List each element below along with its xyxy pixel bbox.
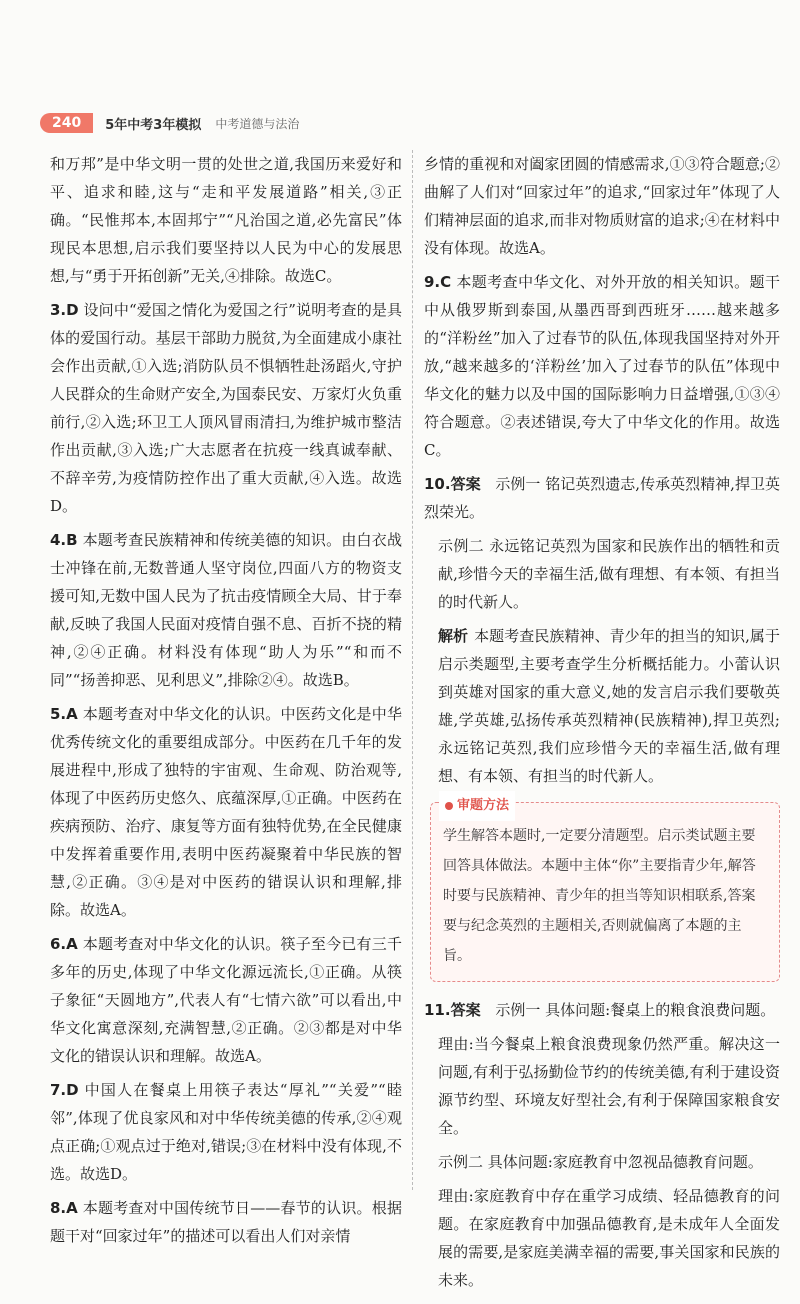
analysis-block (424, 622, 780, 790)
answer-item-11 (424, 996, 780, 1024)
answer-item-10 (424, 470, 780, 526)
method-tip-text: 学生解答本题时,一定要分清题型。启示类试题主要回答具体做法。本题中主体“你”主要指青少年,解答时要与民族精神、青少年的担当等知识相联系,答案要与纪念英烈的主题相关,否则就偏离了本题的主旨。 (443, 828, 756, 964)
example-two: 示例二 永远铭记英烈为国家和民族作出的牺牲和贡献,珍惜今天的幸福生活,做有理想、有本领、有担当的时代新人。 (438, 537, 780, 611)
question-number: 8.A (50, 1199, 78, 1217)
question-number: 7.D (50, 1081, 79, 1099)
example-one: 示例一 具体问题:餐桌上的粮食浪费问题。 (495, 1001, 776, 1019)
example-one: 示例一 铭记英烈遗志,传承英烈精神,捍卫英烈荣光。 (424, 475, 780, 521)
answer-item-8 (50, 1194, 402, 1250)
method-tip-label: 审题方法 (457, 798, 510, 813)
question-number: 10. (424, 475, 451, 493)
answer-item-3 (50, 296, 402, 520)
answer-item-5 (50, 700, 402, 924)
answer-text: 本题考查对中国传统节日——春节的认识。根据题干对“回家过年”的描述可以看出人们对亲情 (50, 1199, 402, 1245)
page-header (40, 110, 299, 136)
reason-one: 理由:当今餐桌上粮食浪费现象仍然严重。解决这一问题,有利于弘扬勤俭节约的传统美德,有利于建设资源节约型、环境友好型社会,有利于保障国家粮食安全。 (438, 1035, 780, 1137)
answer-continuation: 乡情的重视和对阖家团圆的情感需求,①③符合题意;②曲解了人们对“回家过年”的追求,“回家过年”体现了人们精神层面的追求,而非对物质财富的追求;④在材料中没有体现。故选A。 (424, 155, 780, 257)
answer-text: 本题考查民族精神和传统美德的知识。由白衣战士冲锋在前,无数普通人坚守岗位,四面八方的物资支援可知,无数中国人民为了抗击疫情顾全大局、甘于奉献,反映了我国人民面对疫情自强不息、百折不挠的精神,②④正确。材料没有体现“助人为乐”“和而不同”“扬善抑恶、见利思义”,排除②④。故选B。 (50, 531, 402, 689)
question-number: 9.C (424, 273, 452, 291)
example-two: 示例二 具体问题:家庭教育中忽视品德教育问题。 (438, 1153, 763, 1171)
answer-label: 答案 (450, 1001, 481, 1019)
question-number: 4.B (50, 531, 78, 549)
answer-item-4 (50, 526, 402, 694)
answer-text: 本题考查中华文化、对外开放的相关知识。题干中从俄罗斯到泰国,从墨西哥到西班牙……越来越多的“洋粉丝”加入了过春节的队伍,体现我国坚持对外开放,“越来越多的‘洋粉丝’加入了过春节的队伍”体现中华文化的魅力以及中国的国际影响力日益增强,①③④符合题意。②表述错误,夸大了中华文化的作用。故选C。 (424, 273, 780, 459)
analysis-text: 本题考查民族精神、青少年的担当的知识,属于启示类题型,主要考查学生分析概括能力。小蕾认识到英雄对国家的重大意义,她的发言启示我们要敬英雄,学英雄,弘扬传承英烈精神(民族精神),捍卫英烈;永远铭记英烈,我们应珍惜今天的幸福生活,做有理想、有本领、有担当的时代新人。 (438, 627, 780, 785)
bullet-icon (445, 802, 453, 810)
answer-item-7 (50, 1076, 402, 1188)
analysis-label: 解析 (438, 627, 469, 645)
answer-label: 答案 (450, 475, 481, 493)
reason-two: 理由:家庭教育中存在重学习成绩、轻品德教育的问题。在家庭教育中加强品德教育,是未成年人全面发展的需要,是家庭美满幸福的需要,事关国家和民族的未来。 (438, 1187, 780, 1289)
method-tip-title (439, 791, 515, 821)
answer-text: 本题考查对中华文化的认识。中医药文化是中华优秀传统文化的重要组成部分。中医药在几千年的发展进程中,形成了独特的宇宙观、生命观、防治观等,体现了中医药历史悠久、底蕴深厚,①正确。中医药在疾病预防、治疗、康复等方面有独特优势,在全民健康中发挥着重要作用,表明中医药凝聚着中华民族的智慧,②正确。③④是对中医药的错误认识和理解,排除。故选A。 (50, 705, 402, 919)
question-number: 6.A (50, 935, 78, 953)
question-number: 3.D (50, 301, 79, 319)
answer-text: 设问中“爱国之情化为爱国之行”说明考查的是具体的爱国行动。基层干部助力脱贫,为全面建成小康社会作出贡献,①入选;消防队员不惧牺牲赴汤蹈火,守护人民群众的生命财产安全,为国泰民安、万家灯火负重前行,②入选;环卫工人顶风冒雨清扫,为维护城市整洁作出贡献,③入选;广大志愿者在抗疫一线真诚奉献、不辞辛劳,为疫情防控作出了重大贡献,④入选。故选D。 (50, 301, 402, 515)
answer-item-6 (50, 930, 402, 1070)
answer-text: 本题考查对中华文化的认识。筷子至今已有三千多年的历史,体现了中华文化源远流长,①正确。从筷子象征“天圆地方”,代表人有“七情六欲”可以看出,中华文化寓意深刻,充满智慧,②正确。②③都是对中华文化的错误认识和理解。故选A。 (50, 935, 402, 1065)
right-column (424, 150, 780, 1300)
answer-text: 中国人在餐桌上用筷子表达“厚礼”“关爱”“睦邻”,体现了优良家风和对中华传统美德的传承,②④观点正确;①观点过于绝对,错误;③在材料中没有体现,不选。故选D。 (50, 1081, 402, 1183)
book-subject: 中考道德与法治 (215, 116, 300, 131)
method-tip-box (430, 798, 780, 982)
page-number: 240 (40, 113, 93, 133)
answer-item-9 (424, 268, 780, 464)
question-number: 11. (424, 1001, 451, 1019)
question-number: 5.A (50, 705, 78, 723)
column-divider (412, 150, 413, 1190)
intro-paragraph: 和万邦”是中华文明一贯的处世之道,我国历来爱好和平、追求和睦,这与“走和平发展道路”相关,③正确。“民惟邦本,本固邦宁”“凡治国之道,必先富民”体现民本思想,启示我们要坚持以人民为中心的发展思想,与“勇于开拓创新”无关,④排除。故选C。 (50, 155, 402, 285)
left-column (50, 150, 402, 1256)
book-title: 5年中考3年模拟 (105, 117, 202, 133)
